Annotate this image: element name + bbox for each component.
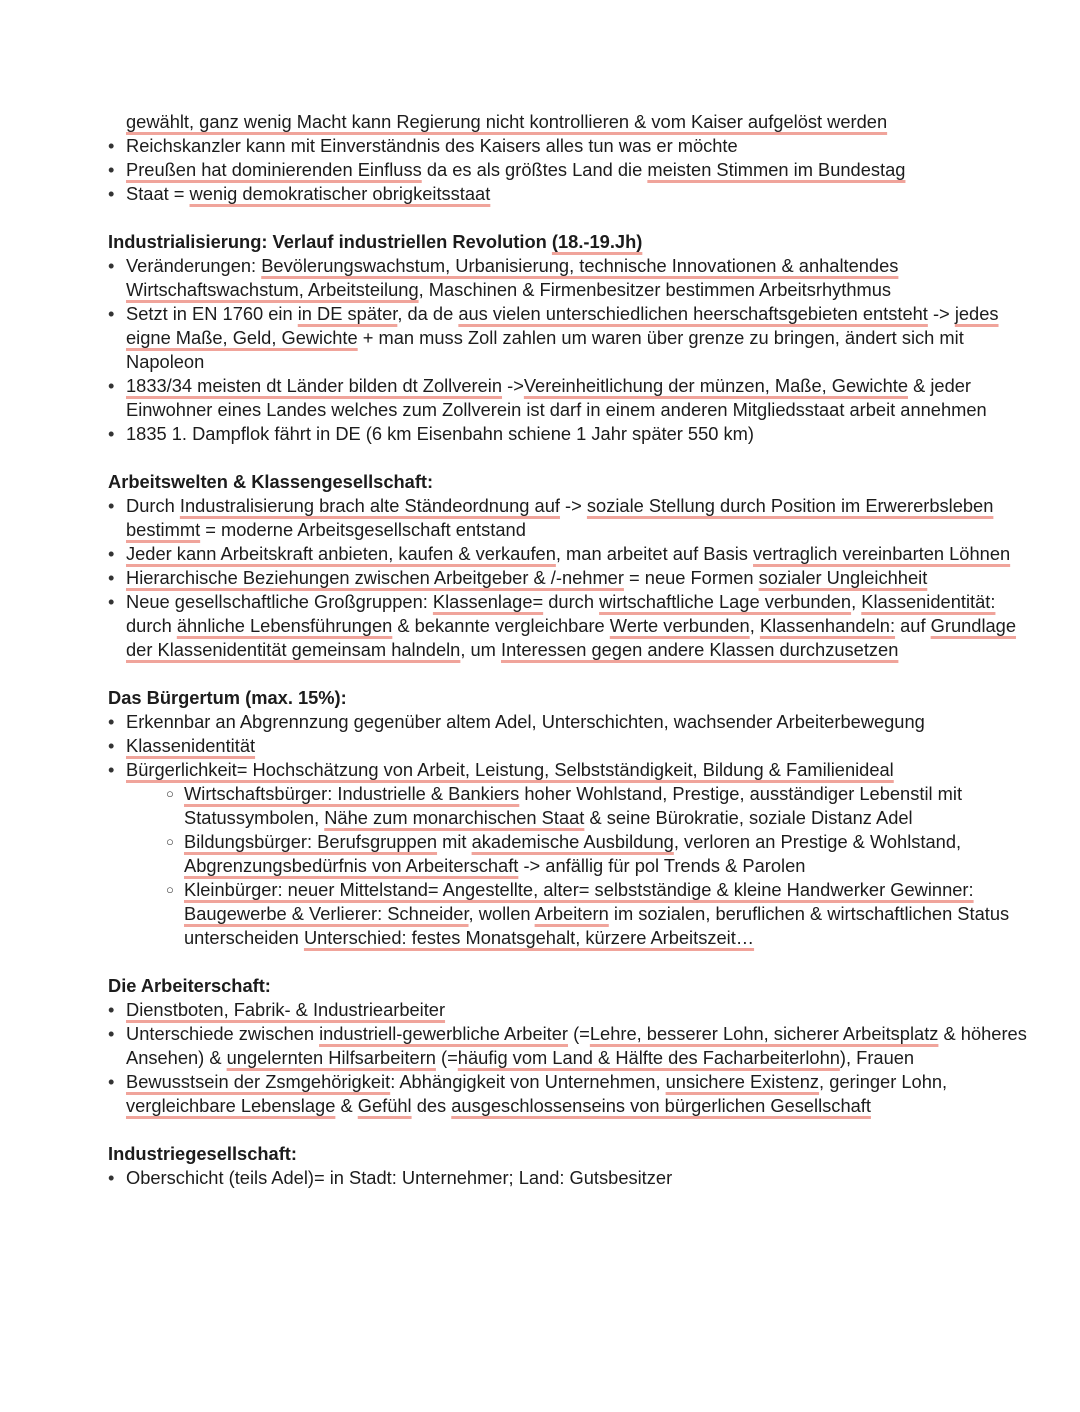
bullet-item [108,182,1040,206]
text-span: Neue gesellschaftliche Großgruppen: [126,591,433,612]
section [108,110,1040,206]
text-span: , da de [397,303,459,324]
bullet-item [108,134,1040,158]
underlined-text: häufig vom Land & Hälfte des Facharbeiterlohn [457,1047,840,1068]
section-heading [108,1142,1040,1166]
underlined-text: unsichere Existenz [665,1071,820,1092]
text-span: ), Frauen [839,1047,915,1068]
text-span: , wollen [468,903,535,924]
text-span: Staat = [126,183,190,204]
section [108,470,1040,662]
text-span: Das Bürgertum (max. 15%): [108,687,347,708]
text-span: (= [568,1023,590,1044]
section [108,686,1040,950]
text-span: Durch [126,495,180,516]
text-span: hoher Wohlstand, Prestige, ausständiger Lebenstil mit Statussymbolen, [184,783,963,828]
underlined-text: sozialer Ungleichheit [758,567,928,588]
text-span: & [335,1095,358,1116]
underlined-text: gewählt, ganz wenig Macht kann Regierung nicht kontrollieren & vom Kaiser aufgelöst werden [126,111,888,132]
text-span: = neue Formen [623,567,759,588]
underlined-text: Industralisierung brach alte Ständeordnung auf [179,495,560,516]
underlined-text: akademische Ausbildung [471,831,674,852]
underlined-text: ähnliche Lebensführungen [176,615,393,636]
text-span: : Abhängigkeit von Unternehmen, [390,1071,666,1092]
underlined-text: Werte verbunden [609,615,750,636]
underlined-text: Bürgerlichkeit= Hochschätzung von Arbeit, Leistung, Selbstständigkeit, Bildung & Familienideal [126,759,894,780]
underlined-text: Interessen gegen andere Klassen durchzusetzen [501,639,899,660]
underlined-text: Preußen hat dominierenden Einfluss [126,159,422,180]
text-span: Oberschicht (teils Adel)= in Stadt: Unternehmer; Land: Gutsbesitzer [126,1167,673,1188]
bullet-item [108,374,1040,422]
bullet-item [108,494,1040,542]
text-span: & höheres Ansehen) & [126,1023,1027,1068]
sub-bullet-item [166,878,1040,950]
underlined-text: in DE später [297,303,398,324]
bullet-item [108,542,1040,566]
text-span: Reichskanzler kann mit Einverständnis des Kaisers alles tun was er möchte [126,135,738,156]
underlined-text: soziale Stellung durch Position im Erwererbsleben bestimmt [126,495,994,540]
underlined-text: ausgeschlossenseins von bürgerlichen Gesellschaft [451,1095,871,1116]
underlined-text: Grundlage der Klassenidentität gemeinsam halndeln [126,615,1017,660]
text-span: des [411,1095,452,1116]
section [108,230,1040,446]
section-heading [108,974,1040,998]
underlined-text: Vereinheitlichung der münzen, Maße, Gewichte [523,375,908,396]
text-span: mit [437,831,472,852]
underlined-text: Klassenlage= [432,591,544,612]
text-span: Unterschiede zwischen [126,1023,320,1044]
text-span: Die Arbeiterschaft: [108,975,271,996]
underlined-text: industriell-gewerbliche Arbeiter [319,1023,569,1044]
bullet-list [108,710,1040,950]
sub-bullet-item [166,782,1040,830]
underlined-text: aus vielen unterschiedlichen heerschaftsgebieten entsteht [458,303,928,324]
underlined-text: Klassenidentität [126,735,256,756]
underlined-text: meisten Stimmen im Bundestag [647,159,906,180]
bullet-item [108,110,1040,134]
underlined-text: Lehre, besserer Lohn, sicherer Arbeitsplatz [589,1023,939,1044]
text-span: Erkennbar an Abgrennzung gegenüber altem Adel, Unterschichten, wachsender Arbeiterbewegung [126,711,925,732]
underlined-text: vergleichbare Lebenslage [126,1095,336,1116]
section [108,1142,1040,1190]
underlined-text: jedes eigne Maße, Geld, Gewichte [126,303,999,348]
bullet-item [108,590,1040,662]
text-span: Arbeitswelten & Klassengesellschaft: [108,471,434,492]
bullet-item [108,734,1040,758]
text-span: durch [126,615,177,636]
bullet-item [108,1166,1040,1190]
text-span: -> anfällig für pol Trends & Parolen [518,855,806,876]
underlined-text: Arbeitern [534,903,609,924]
text-span: 1835 1. Dampflok fährt in DE (6 km Eisenbahn schiene 1 Jahr später 550 km) [126,423,754,444]
text-span: durch [543,591,600,612]
text-span: Setzt in EN 1760 ein [126,303,298,324]
bullet-item [108,254,1040,302]
text-span: -> [502,375,524,396]
bullet-item [108,302,1040,374]
section-heading [108,686,1040,710]
underlined-text: Bildungsbürger: Berufsgruppen [184,831,438,852]
bullet-item [108,758,1040,950]
bullet-item [108,1070,1040,1118]
text-span: , geringer Lohn, [819,1071,948,1092]
text-span: Industrialisierung: Verlauf industriellen Revolution [108,231,552,252]
bullet-list [108,1166,1040,1190]
text-span: + man muss Zoll zahlen um waren über grenze zu bringen, ändert sich mit Napoleon [126,327,964,372]
underlined-text: ungelernten Hilfsarbeitern [226,1047,436,1068]
underlined-text: Hierarchische Beziehungen zwischen Arbeitgeber & /-nehmer [126,567,624,588]
underlined-text: Klassenhandeln: [759,615,896,636]
text-span: & jeder Einwohner eines Landes welches zum Zollverein ist darf in einem anderen Mitgliedsstaat arbeit annehmen [126,375,987,420]
bullet-item [108,158,1040,182]
bullet-item [108,422,1040,446]
underlined-text: wenig demokratischer obrigkeitsstaat [189,183,491,204]
bullet-item [108,566,1040,590]
text-span: , man arbeitet auf Basis [555,543,754,564]
text-span: da es als größtes Land die [421,159,648,180]
bullet-list [108,254,1040,446]
bullet-item [108,1022,1040,1070]
bullet-list [108,110,1040,206]
underlined-text: Wirtschaftsbürger: Industrielle & Bankiers [184,783,520,804]
underlined-text: Dienstboten, Fabrik- & Industriearbeiter [126,999,446,1020]
bullet-list [108,998,1040,1118]
section [108,974,1040,1118]
bullet-list [108,494,1040,662]
text-span: = moderne Arbeitsgesellschaft entstand [200,519,526,540]
section-heading [108,230,1040,254]
section-heading [108,470,1040,494]
underlined-text: Nähe zum monarchischen Staat [324,807,585,828]
text-span: Veränderungen: [126,255,262,276]
text-span: (= [435,1047,458,1068]
underlined-text: Jeder kann Arbeitskraft anbieten, kaufen & verkaufen [126,543,556,564]
text-span: Industriegesellschaft: [108,1143,297,1164]
text-span: , [851,591,862,612]
text-span: -> [927,303,955,324]
underlined-text: vertraglich vereinbarten Löhnen [753,543,1011,564]
text-span: , um [460,639,501,660]
bullet-item [108,710,1040,734]
sub-bullet-item [166,830,1040,878]
sub-bullet-list [126,782,1040,950]
text-span: im sozialen, beruflichen & wirtschaftlichen Status unterscheiden [184,903,1010,948]
text-span: auf [895,615,931,636]
underlined-text: wirtschaftliche Lage verbunden [599,591,852,612]
underlined-text: Klassenidentität: [861,591,996,612]
underlined-text: 1833/34 meisten dt Länder bilden dt Zollverein [126,375,503,396]
underlined-text: Abgrenzungsbedürfnis von Arbeiterschaft [184,855,519,876]
underlined-text: Unterschied: festes Monatsgehalt, kürzere Arbeitszeit… [303,927,755,948]
underlined-text: Gefühl [357,1095,412,1116]
text-span: , Maschinen & Firmenbesitzer bestimmen Arbeitsrhythmus [418,279,892,300]
bullet-item [108,998,1040,1022]
text-span: & bekannte vergleichbare [392,615,610,636]
underlined-text: Bevölerungswachstum, Urbanisierung, technische Innovationen & anhaltendes Wirtschaftswachstum, Arbeitsteilung [126,255,899,300]
underlined-text: Kleinbürger: neuer Mittelstand= Angestellte, alter= selbstständige & kleine Handwerker Gewinner: Baugewerbe & Verlierer: Schneider [184,879,974,924]
underlined-text: (18.-19.Jh) [551,231,643,252]
text-span: , [749,615,760,636]
underlined-text: Bewusstsein der Zsmgehörigkeit [126,1071,391,1092]
text-span: , verloren an Prestige & Wohlstand, [673,831,962,852]
text-span: -> [559,495,587,516]
text-span: & seine Bürokratie, soziale Distanz Adel [584,807,913,828]
